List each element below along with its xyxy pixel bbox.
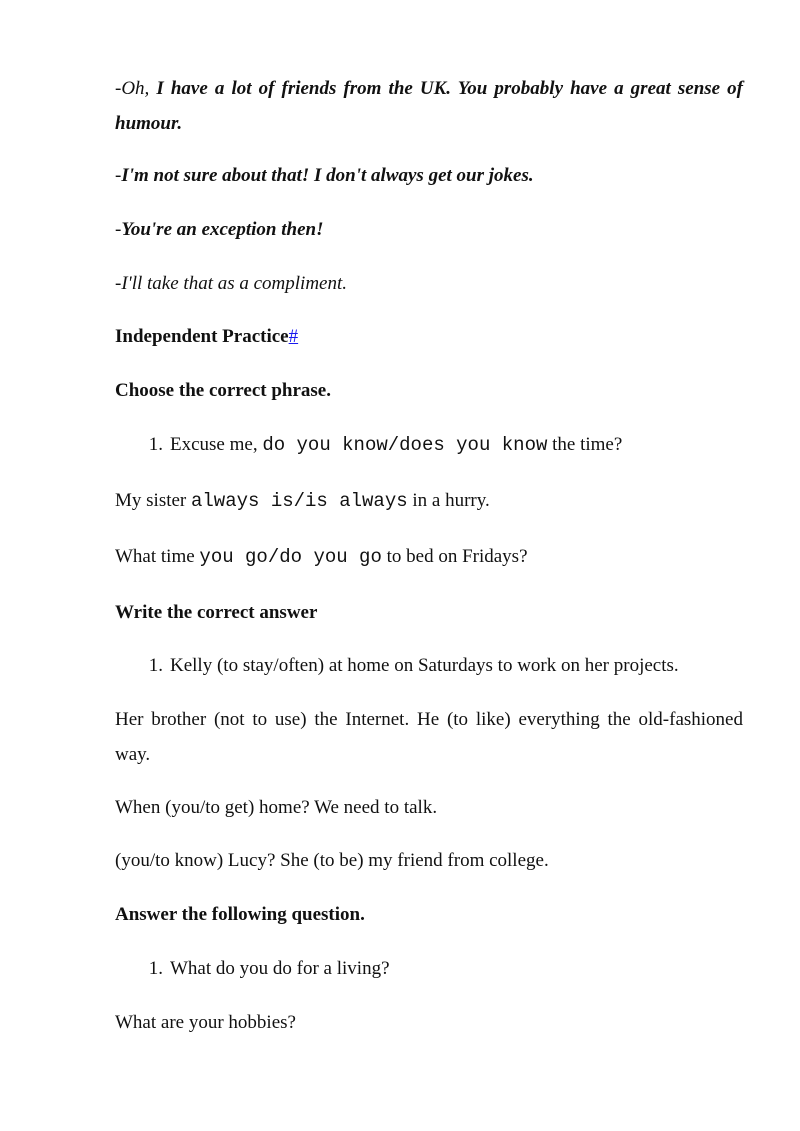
dialogue-line-3: [115, 212, 743, 247]
item-text: in a hurry.: [407, 490, 490, 511]
list-number: 1.: [148, 655, 163, 676]
dash: -: [115, 219, 122, 240]
item-text: the time?: [547, 434, 623, 455]
exercise-line: [115, 539, 743, 575]
list-item: [115, 951, 743, 986]
dialogue-line-2: [115, 158, 743, 193]
exercise-line: What are your hobbies?: [115, 1012, 296, 1033]
item-text: My sister: [115, 490, 191, 511]
dash: -: [115, 165, 122, 186]
exercise-line: (you/to know) Lucy? She (to be) my friend from college.: [115, 850, 549, 871]
exercise-line: [115, 483, 743, 519]
dialogue-text: I have a lot of friends from the UK. You probably have a great sense of humour.: [115, 78, 743, 134]
section-heading-independent: [115, 319, 743, 354]
dash: -: [115, 273, 122, 294]
list-item: [115, 427, 743, 463]
dialogue-line-4: [115, 266, 743, 301]
dialogue-oh: Oh,: [121, 78, 157, 99]
item-text: Kelly (to stay/often) at home on Saturdays to work on her projects.: [170, 655, 679, 676]
section-heading-choose: Choose the correct phrase.: [115, 380, 331, 401]
list-number: 1.: [148, 958, 163, 979]
item-text: to bed on Fridays?: [381, 546, 528, 567]
list-item: [115, 648, 743, 683]
dash: -: [115, 78, 122, 99]
item-text: What do you do for a living?: [170, 958, 390, 979]
item-text: Excuse me,: [170, 434, 263, 455]
heading-text: Independent Practice: [115, 326, 289, 347]
heading-anchor-link[interactable]: #: [288, 326, 299, 347]
list-number: 1.: [148, 434, 163, 455]
exercise-line: When (you/to get) home? We need to talk.: [115, 797, 438, 818]
item-text: What time: [115, 546, 200, 567]
dialogue-text: I'll take that as a compliment.: [121, 273, 348, 294]
exercise-line: Her brother (not to use) the Internet. He (to like) everything the old-fashioned way.: [115, 709, 743, 765]
phrase-options: you go/do you go: [199, 546, 382, 568]
phrase-options: always is/is always: [191, 490, 408, 512]
section-heading-answer: Answer the following question.: [115, 904, 365, 925]
dialogue-line-1: [115, 71, 743, 141]
phrase-options: do you know/does you know: [262, 434, 548, 456]
section-heading-write: Write the correct answer: [115, 602, 318, 623]
dialogue-text: You're an exception then!: [121, 219, 324, 240]
dialogue-text: I'm not sure about that! I don't always get our jokes.: [121, 165, 534, 186]
